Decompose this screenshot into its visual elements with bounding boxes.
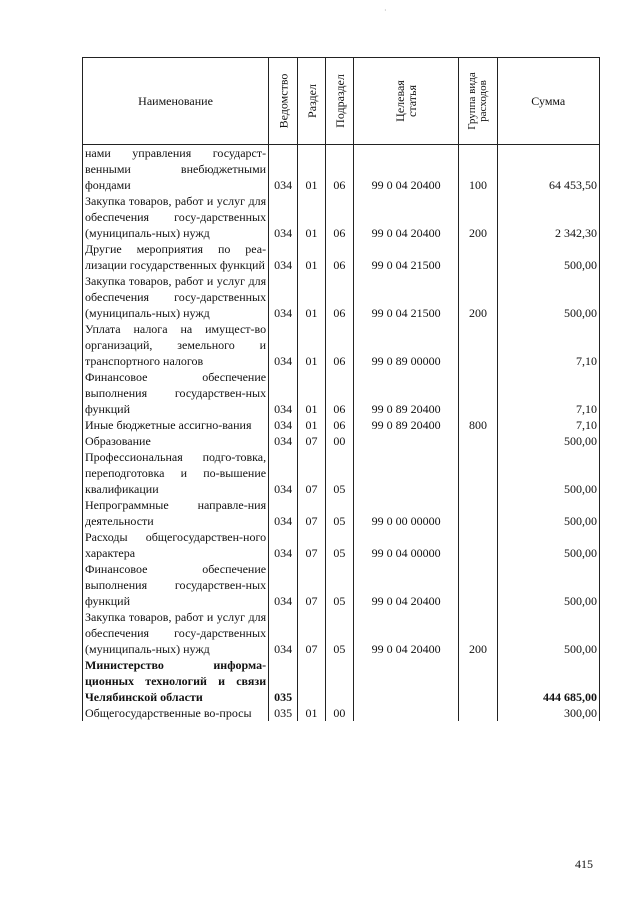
cell-name: Иные бюджетные ассигно-вания (83, 417, 269, 433)
cell-gruppa (459, 529, 497, 561)
cell-gruppa: 200 (459, 193, 497, 241)
cell-podrazdel: 05 (325, 609, 353, 657)
cell-gruppa (459, 497, 497, 529)
cell-gruppa: 100 (459, 145, 497, 194)
cell-gruppa (459, 241, 497, 273)
cell-summa: 444 685,00 (497, 657, 599, 705)
header-name: Наименование (83, 58, 269, 145)
table-row (83, 321, 600, 369)
cell-name: Министерство информа-ционных технологий и связи Челябинской области (83, 657, 269, 705)
cell-vedomstvo: 034 (269, 321, 298, 369)
cell-vedomstvo: 035 (269, 705, 298, 721)
cell-vedomstvo: 034 (269, 433, 298, 449)
table-row (83, 241, 600, 273)
cell-razdel: 07 (298, 609, 326, 657)
cell-podrazdel: 06 (325, 193, 353, 241)
cell-name: Другие мероприятия по реа-лизации государственных функций (83, 241, 269, 273)
cell-summa: 500,00 (497, 273, 599, 321)
cell-vedomstvo: 034 (269, 497, 298, 529)
table-row (83, 705, 600, 721)
cell-razdel: 07 (298, 561, 326, 609)
cell-celevaya-statya: 99 0 89 20400 (353, 417, 458, 433)
cell-vedomstvo: 035 (269, 657, 298, 705)
cell-celevaya-statya: 99 0 04 00000 (353, 529, 458, 561)
cell-summa: 500,00 (497, 449, 599, 497)
cell-summa: 500,00 (497, 529, 599, 561)
cell-podrazdel: 05 (325, 449, 353, 497)
cell-name: Расходы общегосударствен-ного характера (83, 529, 269, 561)
table-header-row (83, 58, 600, 145)
cell-razdel: 07 (298, 529, 326, 561)
cell-summa: 300,00 (497, 705, 599, 721)
table-row (83, 369, 600, 417)
cell-gruppa: 800 (459, 417, 497, 433)
table-row (83, 657, 600, 705)
cell-name: Закупка товаров, работ и услуг для обеспечения госу-дарственных (муниципаль-ных) нужд (83, 193, 269, 241)
cell-celevaya-statya: 99 0 89 00000 (353, 321, 458, 369)
cell-summa: 7,10 (497, 417, 599, 433)
page-number: 415 (575, 857, 593, 871)
cell-razdel: 01 (298, 241, 326, 273)
cell-vedomstvo: 034 (269, 241, 298, 273)
cell-summa: 500,00 (497, 609, 599, 657)
cell-celevaya-statya: 99 0 04 21500 (353, 241, 458, 273)
cell-celevaya-statya: 99 0 04 20400 (353, 609, 458, 657)
cell-name: Профессиональная подго-товка, переподготовка и по-вышение квалификации (83, 449, 269, 497)
cell-vedomstvo: 034 (269, 273, 298, 321)
header-gruppa-vida-rashodov: Группа вида расходов (459, 58, 497, 145)
cell-podrazdel: 05 (325, 497, 353, 529)
cell-razdel: 01 (298, 193, 326, 241)
table-row (83, 497, 600, 529)
cell-gruppa (459, 321, 497, 369)
table-row (83, 417, 600, 433)
cell-summa: 500,00 (497, 241, 599, 273)
cell-summa: 500,00 (497, 433, 599, 449)
cell-podrazdel: 06 (325, 369, 353, 417)
cell-vedomstvo: 034 (269, 417, 298, 433)
cell-celevaya-statya (353, 657, 458, 705)
cell-podrazdel: 06 (325, 145, 353, 194)
cell-name: Финансовое обеспечение выполнения государствен-ных функций (83, 561, 269, 609)
cell-podrazdel: 05 (325, 561, 353, 609)
cell-podrazdel: 00 (325, 705, 353, 721)
cell-vedomstvo: 034 (269, 529, 298, 561)
cell-vedomstvo: 034 (269, 609, 298, 657)
cell-gruppa (459, 657, 497, 705)
cell-celevaya-statya: 99 0 89 20400 (353, 369, 458, 417)
cell-razdel: 01 (298, 369, 326, 417)
table-row (83, 449, 600, 497)
table-row (83, 561, 600, 609)
cell-podrazdel: 06 (325, 417, 353, 433)
table-row (83, 433, 600, 449)
cell-celevaya-statya: 99 0 04 21500 (353, 273, 458, 321)
cell-podrazdel: 05 (325, 529, 353, 561)
table-row (83, 145, 600, 194)
cell-razdel: 01 (298, 705, 326, 721)
scan-speck: · (384, 6, 387, 15)
cell-vedomstvo: 034 (269, 145, 298, 194)
cell-razdel: 01 (298, 145, 326, 194)
cell-celevaya-statya (353, 705, 458, 721)
cell-name: Образование (83, 433, 269, 449)
table-row (83, 193, 600, 241)
cell-name: Финансовое обеспечение выполнения государствен-ных функций (83, 369, 269, 417)
cell-celevaya-statya (353, 449, 458, 497)
header-razdel: Раздел (298, 58, 326, 145)
cell-podrazdel (325, 657, 353, 705)
cell-gruppa: 200 (459, 609, 497, 657)
cell-razdel: 07 (298, 449, 326, 497)
cell-summa: 500,00 (497, 497, 599, 529)
cell-vedomstvo: 034 (269, 449, 298, 497)
cell-name: Уплата налога на имущест-во организаций, земельного и транспортного налогов (83, 321, 269, 369)
cell-vedomstvo: 034 (269, 193, 298, 241)
header-summa: Сумма (497, 58, 599, 145)
header-podrazdel: Подраздел (325, 58, 353, 145)
cell-podrazdel: 06 (325, 241, 353, 273)
cell-razdel: 01 (298, 417, 326, 433)
cell-summa: 2 342,30 (497, 193, 599, 241)
cell-razdel: 07 (298, 433, 326, 449)
cell-celevaya-statya: 99 0 04 20400 (353, 193, 458, 241)
cell-podrazdel: 00 (325, 433, 353, 449)
cell-razdel: 01 (298, 273, 326, 321)
table-row (83, 273, 600, 321)
cell-gruppa: 200 (459, 273, 497, 321)
cell-summa: 64 453,50 (497, 145, 599, 194)
cell-gruppa (459, 433, 497, 449)
cell-vedomstvo: 034 (269, 369, 298, 417)
cell-celevaya-statya: 99 0 04 20400 (353, 145, 458, 194)
cell-summa: 7,10 (497, 369, 599, 417)
cell-celevaya-statya: 99 0 00 00000 (353, 497, 458, 529)
cell-celevaya-statya (353, 433, 458, 449)
cell-razdel (298, 657, 326, 705)
cell-name: Непрограммные направле-ния деятельности (83, 497, 269, 529)
cell-gruppa (459, 561, 497, 609)
header-vedomstvo: Ведомство (269, 58, 298, 145)
cell-razdel: 07 (298, 497, 326, 529)
cell-name: Закупка товаров, работ и услуг для обеспечения госу-дарственных (муниципаль-ных) нужд (83, 273, 269, 321)
cell-name: Общегосударственные во-просы (83, 705, 269, 721)
cell-summa: 500,00 (497, 561, 599, 609)
header-celevaya-statya: Целевая статья (353, 58, 458, 145)
table-row (83, 529, 600, 561)
cell-celevaya-statya: 99 0 04 20400 (353, 561, 458, 609)
cell-name: Закупка товаров, работ и услуг для обеспечения госу-дарственных (муниципаль-ных) нужд (83, 609, 269, 657)
cell-name: нами управления государст-венными внебюджетными фондами (83, 145, 269, 194)
table-row (83, 609, 600, 657)
cell-gruppa (459, 705, 497, 721)
cell-podrazdel: 06 (325, 273, 353, 321)
cell-summa: 7,10 (497, 321, 599, 369)
budget-table (82, 57, 600, 721)
cell-podrazdel: 06 (325, 321, 353, 369)
cell-gruppa (459, 449, 497, 497)
cell-vedomstvo: 034 (269, 561, 298, 609)
cell-razdel: 01 (298, 321, 326, 369)
cell-gruppa (459, 369, 497, 417)
